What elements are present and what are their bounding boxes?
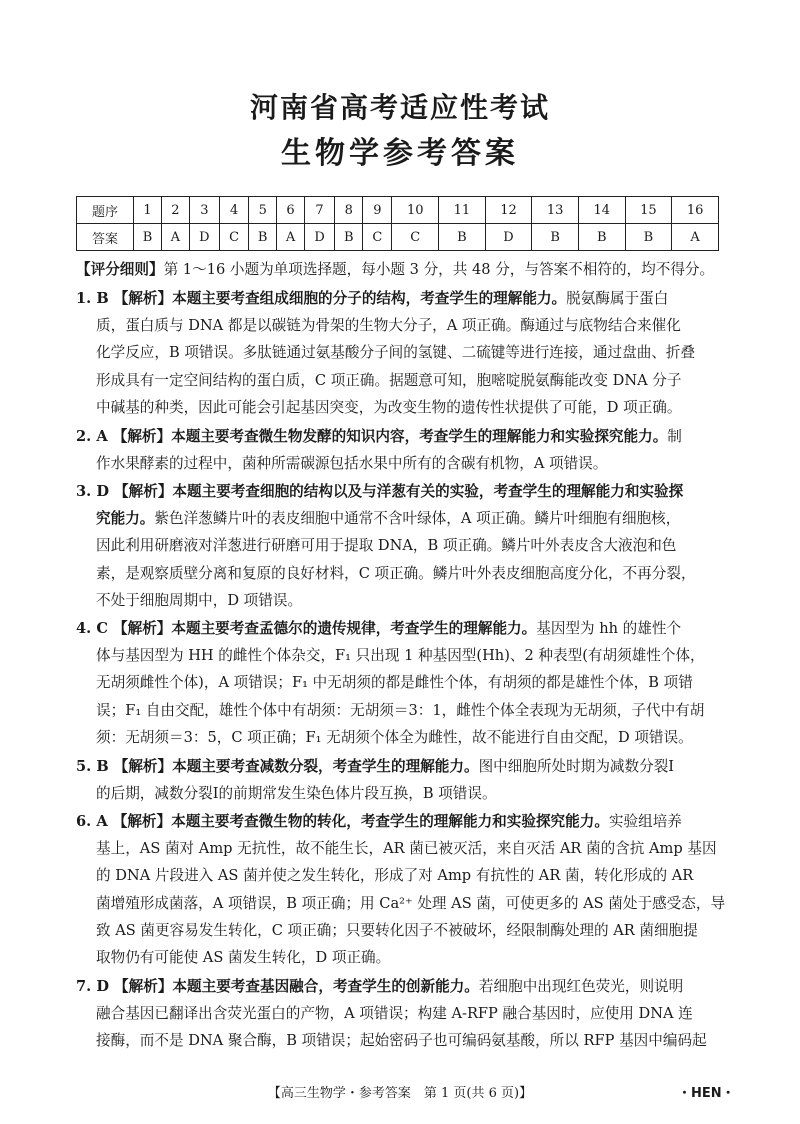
q6-line: 的 DNA 片段进入 AS 菌并使之发生转化，形成了对 Amp 有抗性的 AR 菌，转化形成的 AR <box>96 867 694 885</box>
answer-cell: B <box>578 224 625 251</box>
answer-table-row-numbers <box>77 197 719 224</box>
question-number-cell: 13 <box>532 197 579 224</box>
q6-line: 基上，AS 菌对 Amp 无抗性，故不能生长，AR 菌已被灭活，来自灭活 AR 菌的含抗 Amp 基因 <box>96 840 717 858</box>
q1-head: 1. B 【解析】本题主要考查组成细胞的分子的结构，考查学生的理解能力。 <box>76 290 567 307</box>
answer-cell: C <box>363 224 392 251</box>
q4-line: 基因型为 hh 的雄性个 <box>536 620 682 637</box>
q1-line: 脱氨酶属于蛋白 <box>566 290 669 307</box>
q7-line: 若细胞中出现红色荧光，则说明 <box>478 978 684 995</box>
q3-line: 因此利用研磨液对洋葱进行研磨可用于提取 DNA，B 项正确。鳞片叶外表皮含大液泡和色 <box>96 537 677 555</box>
answer-table <box>76 196 719 251</box>
question-number-cell: 2 <box>162 197 190 224</box>
q2-line: 制 <box>667 428 682 445</box>
explanation-q2 <box>76 423 726 477</box>
answer-cell: C <box>220 224 249 251</box>
answer-cell: D <box>485 224 532 251</box>
answer-cell: A <box>277 224 305 251</box>
question-number-cell: 1 <box>134 197 162 224</box>
q6-line: 实验组培养 <box>608 813 682 830</box>
q5-line: 的后期，减数分裂Ⅰ的前期常发生染色体片段互换，B 项错误。 <box>96 785 497 803</box>
scoring-rule <box>76 256 726 283</box>
question-number-cell: 16 <box>672 197 719 224</box>
question-number-cell: 7 <box>304 197 334 224</box>
q3-line: 素，是观察质壁分离和复原的良好材料，C 项正确。鳞片叶外表皮细胞高度分化，不再分裂， <box>96 564 696 582</box>
answer-cell: D <box>189 224 219 251</box>
q7-head: 7. D 【解析】本题主要考查基因融合，考查学生的创新能力。 <box>76 978 479 995</box>
q1-line: 形成具有一定空间结构的蛋白质，C 项正确。据题意可知，胞嘧啶脱氨酶能改变 DNA 分子 <box>96 371 682 389</box>
answer-cell: B <box>439 224 486 251</box>
question-number-cell: 3 <box>189 197 219 224</box>
scoring-rule-text: 第 1～16 小题为单项选择题，每小题 3 分，共 48 分，与答案不相符的，均不得分。 <box>163 261 715 278</box>
question-number-cell: 4 <box>220 197 249 224</box>
footer-code: ・HEN・ <box>678 1086 735 1101</box>
question-number-cell: 9 <box>363 197 392 224</box>
q6-line: 取物仍有可能使 AS 菌发生转化，D 项正确。 <box>96 948 391 966</box>
answer-cell: D <box>304 224 334 251</box>
q5-line: 图中细胞所处时期为减数分裂Ⅰ <box>478 758 675 775</box>
q6-line: 致 AS 菌更容易发生转化，C 项正确；只要转化因子不被破坏，经限制酶处理的 AR 菌细胞提 <box>96 921 698 939</box>
q3-line: 紫色洋葱鳞片叶的表皮细胞中通常不含叶绿体，A 项正确。鳞片叶细胞有细胞核， <box>154 510 681 528</box>
q7-line: 接酶，而不是 DNA 聚合酶，B 项错误；起始密码子也可编码氨基酸，所以 RFP 基因中编码起 <box>96 1032 707 1050</box>
answer-cell: B <box>625 224 672 251</box>
q6-line: 菌增殖形成菌落，A 项错误，B 项正确；用 Ca²⁺ 处理 AS 菌，可使更多的 AS 菌处于感受态，导 <box>96 894 726 912</box>
q4-line: 体与基因型为 HH 的雌性个体杂交，F₁ 只出现 1 种基因型(Hh)、2 种表型(有胡须雄性个体， <box>96 647 705 665</box>
answer-cell: C <box>392 224 439 251</box>
q2-line: 作水果酵素的过程中，菌种所需碳源包括水果中所有的含碳有机物，A 项错误。 <box>96 455 608 473</box>
page-subtitle: 生物学参考答案 <box>281 136 519 171</box>
question-number-cell: 12 <box>485 197 532 224</box>
q6-head: 6. A 【解析】本题主要考查微生物的转化，考查学生的理解能力和实验探究能力。 <box>76 813 609 830</box>
q4-line: 误；F₁ 自由交配，雄性个体中有胡须：无胡须＝3：1，雌性个体全表现为无胡须，子代中有胡 <box>96 701 705 719</box>
q4-line: 须：无胡须＝3：5，C 项正确；F₁ 无胡须个体全为雌性，故不能进行自由交配，D 项错误。 <box>96 728 693 746</box>
q1-line: 中碱基的种类，因此可能会引起基因突变，为改变生物的遗传性状提供了可能，D 项正确。 <box>96 398 682 416</box>
q3-line: 不处于细胞周期中，D 项错误。 <box>96 591 303 609</box>
explanation-q3 <box>76 478 726 614</box>
question-number-cell: 10 <box>392 197 439 224</box>
q1-line: 化学反应，B 项错误。多肽链通过氨基酸分子间的氢键、二硫键等进行连接，通过盘曲、折叠 <box>96 344 696 362</box>
explanation-q6 <box>76 808 726 971</box>
page-title: 河南省高考适应性考试 <box>249 91 550 124</box>
q3-head: 3. D 【解析】本题主要考查细胞的结构以及与洋葱有关的实验，考查学生的理解能力和实验探 <box>76 483 684 500</box>
explanation-q4 <box>76 615 726 751</box>
question-number-cell: 5 <box>249 197 277 224</box>
page-footer: 【高三生物学・参考答案 第 1 页(共 6 页)】 <box>267 1086 533 1101</box>
scoring-rule-label: 【评分细则】 <box>76 261 164 278</box>
question-number-cell: 6 <box>277 197 305 224</box>
answer-cell: B <box>134 224 162 251</box>
answer-cell: A <box>162 224 190 251</box>
q7-line: 融合基因已翻译出含荧光蛋白的产物，A 项错误；构建 A-RFP 融合基因时，应使用 DNA 连 <box>96 1005 693 1023</box>
q4-line: 无胡须雌性个体)，A 项错误；F₁ 中无胡须的都是雌性个体，有胡须的都是雄性个体，B 项错 <box>96 674 693 692</box>
row-header-number: 题序 <box>77 197 134 224</box>
question-number-cell: 11 <box>439 197 486 224</box>
answer-cell: B <box>335 224 363 251</box>
q3-head-cont: 究能力。 <box>96 510 155 528</box>
q5-head: 5. B 【解析】本题主要考查减数分裂，考查学生的理解能力。 <box>76 758 479 775</box>
q1-line: 质，蛋白质与 DNA 都是以碳链为骨架的生物大分子，A 项正确。酶通过与底物结合来催化 <box>96 317 681 335</box>
q4-head: 4. C 【解析】本题主要考查孟德尔的遗传规律，考查学生的理解能力。 <box>76 620 537 637</box>
explanation-q5 <box>76 753 726 807</box>
answer-cell: A <box>672 224 719 251</box>
explanation-q1 <box>76 285 726 421</box>
question-number-cell: 8 <box>335 197 363 224</box>
explanation-q7 <box>76 973 726 1055</box>
question-number-cell: 14 <box>578 197 625 224</box>
answer-table-row-answers <box>77 224 719 251</box>
row-header-answer: 答案 <box>77 224 134 251</box>
answer-cell: B <box>532 224 579 251</box>
answer-cell: B <box>249 224 277 251</box>
question-number-cell: 15 <box>625 197 672 224</box>
q2-head: 2. A 【解析】本题主要考查微生物发酵的知识内容，考查学生的理解能力和实验探究能力。 <box>76 428 668 445</box>
